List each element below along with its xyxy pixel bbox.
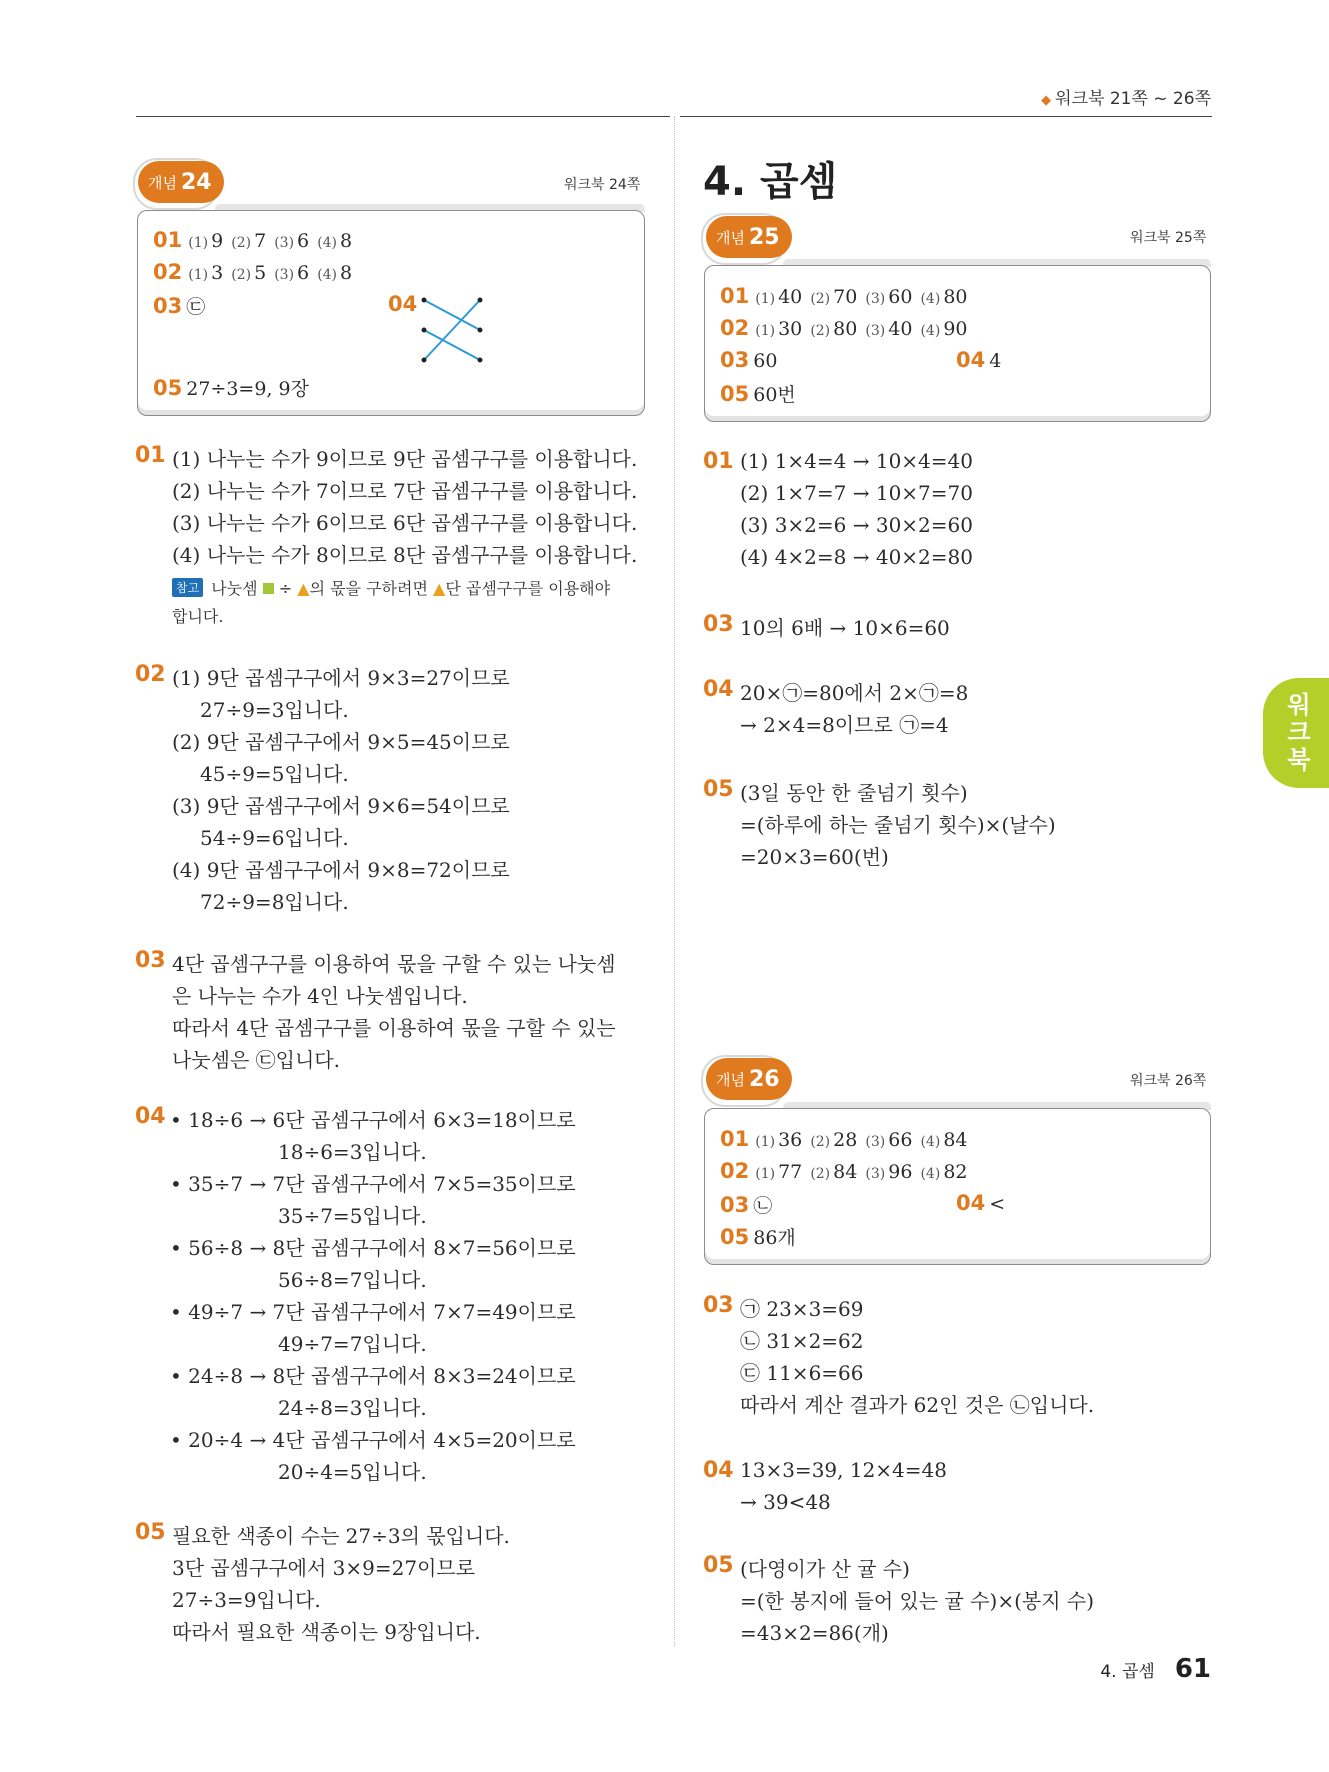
solution-line: (1) 1×4=4 → 10×4=40 [740,449,973,473]
solution-line: 13×3=39, 12×4=48 [740,1458,947,1482]
solution-line: (2) 9단 곱셈구구에서 9×5=45이므로 [172,730,510,754]
solution-line: (1) 나누는 수가 9이므로 9단 곱셈구구를 이용합니다. [172,447,638,471]
solution-number-04: 04 [135,1104,166,1129]
solution-number-04: 04 [703,677,734,702]
workbook-range: ◆ 워크북 21쪽 ~ 26쪽 [1041,89,1211,109]
solution-line: 필요한 색종이 수는 27÷3의 몫입니다. [172,1524,510,1548]
solution-number-05: 05 [135,1520,166,1545]
concept-badge-25: 개념 25 [706,216,792,258]
page-footer [1100,1654,1211,1684]
solution-line: 27÷3=9입니다. [172,1588,321,1612]
matching-lines-diagram [416,292,488,368]
solution-line: (3일 동안 한 줄넘기 횟수) [740,781,968,805]
solution-line: → 39<48 [740,1490,831,1514]
solution-number-01: 01 [703,449,734,474]
solution-line: 따라서 계산 결과가 62인 것은 ㉡입니다. [740,1393,1095,1417]
solution-line: (3) 나누는 수가 6이므로 6단 곱셈구구를 이용합니다. [172,511,638,535]
solution-number-03: 03 [703,612,734,637]
answer-04: 04 4 [956,348,1002,372]
answer-01: 01 (1) 9 (2) 7 (3) 6 (4) 8 [153,228,353,252]
solution-line: • 49÷7 → 7단 곱셈구구에서 7×7=49이므로 [170,1300,576,1324]
solution-number-05: 05 [703,1553,734,1578]
solution-line: (3) 3×2=6 → 30×2=60 [740,513,973,537]
solution-number-02: 02 [135,662,166,687]
solution-line: 3단 곱셈구구에서 3×9=27이므로 [172,1556,476,1580]
answer-03: 03 ㉡ [720,1193,773,1217]
solution-line: 54÷9=6입니다. [200,826,349,850]
solution-line: (1) 9단 곱셈구구에서 9×3=27이므로 [172,666,510,690]
solution-line: (다영이가 산 귤 수) [740,1557,910,1581]
solution-line: =43×2=86(개) [740,1621,889,1645]
solution-line: (4) 9단 곱셈구구에서 9×8=72이므로 [172,858,510,882]
solution-line: 따라서 필요한 색종이는 9장입니다. [172,1620,481,1644]
solution-line: • 35÷7 → 7단 곱셈구구에서 7×5=35이므로 [170,1172,576,1196]
solution-line: (4) 4×2=8 → 40×2=80 [740,545,973,569]
solution-line: → 2×4=8이므로 ㉠=4 [740,713,949,737]
answer-01: 01 (1) 40 (2) 70 (3) 60 (4) 80 [720,284,968,308]
solution-line: • 24÷8 → 8단 곱셈구구에서 8×3=24이므로 [170,1364,576,1388]
solution-line: 10의 6배 → 10×6=60 [740,616,950,640]
workbook-side-tab[interactable]: 워 크 북 [1263,678,1329,788]
solution-line: (2) 1×7=7 → 10×7=70 [740,481,973,505]
solution-line: 은 나누는 수가 4인 나눗셈입니다. [172,984,468,1008]
workbook-page-25: 워크북 25쪽 [1130,230,1207,246]
answer-05: 05 27÷3=9, 9장 [153,376,309,400]
solution-line: • 20÷4 → 4단 곱셈구구에서 4×5=20이므로 [170,1428,576,1452]
triangle-icon: ▲ [297,579,310,598]
workbook-page-26: 워크북 26쪽 [1130,1073,1207,1089]
reference-note-cont: 합니다. [172,607,224,626]
solution-line: ㉡ 31×2=62 [740,1329,864,1353]
top-rule-right [680,116,1212,117]
solution-line: =(하루에 하는 줄넘기 횟수)×(날수) [740,813,1056,837]
footer-section: 4. 곱셈 [1100,1662,1155,1682]
solution-number-05: 05 [703,777,734,802]
top-rule-left [136,116,670,117]
solution-line: (2) 나누는 수가 7이므로 7단 곱셈구구를 이용합니다. [172,479,638,503]
solution-line: (4) 나누는 수가 8이므로 8단 곱셈구구를 이용합니다. [172,543,638,567]
solution-line: 27÷9=3입니다. [200,698,349,722]
solution-line: 24÷8=3입니다. [278,1396,427,1420]
answer-04: 04 < [956,1191,1006,1215]
answer-03: 03 60 [720,348,778,372]
answer-02: 02 (1) 30 (2) 80 (3) 40 (4) 90 [720,316,968,340]
chapter-title: 4. 곱셈 [703,159,838,205]
solution-line: 18÷6=3입니다. [278,1140,427,1164]
answer-03: 03 ㉢ [153,294,206,318]
solution-line: =(한 봉지에 들어 있는 귤 수)×(봉지 수) [740,1589,1095,1613]
solution-line: ㉠ 23×3=69 [740,1297,864,1321]
solution-line: 따라서 4단 곱셈구구를 이용하여 몫을 구할 수 있는 [172,1016,616,1040]
solution-number-04: 04 [703,1458,734,1483]
answer-02: 02 (1) 77 (2) 84 (3) 96 (4) 82 [720,1159,968,1183]
concept-badge-24: 개념 24 [138,161,224,203]
triangle-icon: ▲ [433,579,446,598]
workbook-page-24: 워크북 24쪽 [564,177,641,193]
solution-line: 나눗셈은 ㉢입니다. [172,1048,340,1072]
answer-04: 04 [388,292,418,316]
answer-05: 05 86개 [720,1225,796,1249]
answer-02: 02 (1) 3 (2) 5 (3) 6 (4) 8 [153,260,353,284]
solution-number-03: 03 [703,1293,734,1318]
solution-line: 49÷7=7입니다. [278,1332,427,1356]
solution-line: 20÷4=5입니다. [278,1460,427,1484]
column-divider [674,116,675,1646]
solution-line: =20×3=60(번) [740,845,889,869]
solution-line: 72÷9=8입니다. [200,890,349,914]
square-icon [263,583,274,594]
solution-line: (3) 9단 곱셈구구에서 9×6=54이므로 [172,794,510,818]
answer-05: 05 60번 [720,382,796,406]
solution-line: • 18÷6 → 6단 곱셈구구에서 6×3=18이므로 [170,1108,576,1132]
solution-line: • 56÷8 → 8단 곱셈구구에서 8×7=56이므로 [170,1236,576,1260]
diamond-icon: ◆ [1041,93,1052,108]
solution-number-01: 01 [135,443,166,468]
solution-line: 45÷9=5입니다. [200,762,349,786]
solution-number-03: 03 [135,948,166,973]
reference-note: 참고 나눗셈 ÷ ▲의 몫을 구하려면 ▲단 곱셈구구를 이용해야 [172,576,610,599]
page-number: 61 [1174,1654,1211,1684]
solution-line: 20×㉠=80에서 2×㉠=8 [740,681,969,705]
solution-line: ㉢ 11×6=66 [740,1361,864,1385]
solution-line: 4단 곱셈구구를 이용하여 몫을 구할 수 있는 나눗셈 [172,952,616,976]
solution-line: 56÷8=7입니다. [278,1268,427,1292]
solution-line: 35÷7=5입니다. [278,1204,427,1228]
answer-01: 01 (1) 36 (2) 28 (3) 66 (4) 84 [720,1127,968,1151]
concept-badge-26: 개념 26 [706,1058,792,1100]
